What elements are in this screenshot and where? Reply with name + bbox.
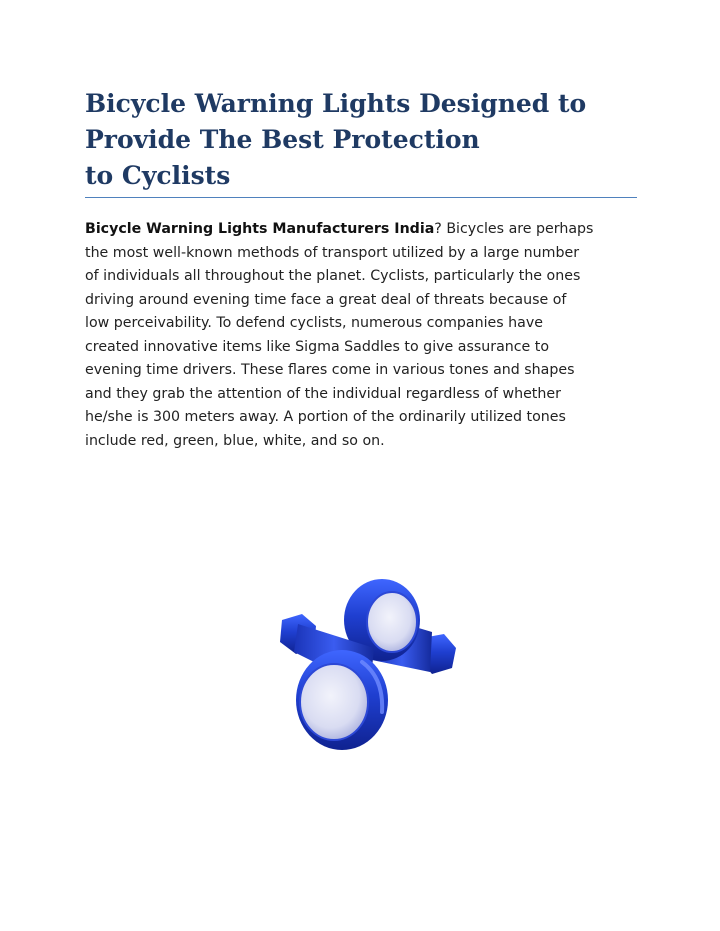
article-paragraph [85, 218, 645, 453]
paragraph-line-7: evening time drivers. These flares come in various tones and shapes [85, 362, 575, 378]
lead-keyword: Bicycle Warning Lights Manufacturers India [85, 221, 435, 237]
title-line-3: to Cyclists [85, 161, 231, 190]
paragraph-line-8: and they grab the attention of the individual regardless of whether [85, 385, 561, 402]
bicycle-handlebar-end-lights-icon [232, 540, 477, 790]
article-title [85, 86, 645, 194]
title-line-1: Bicycle Warning Lights Designed to [85, 89, 587, 118]
title-line-2: Provide The Best Protection [85, 125, 480, 154]
product-photo [232, 540, 477, 790]
paragraph-line-1-rest: ? Bicycles are perhaps [434, 221, 594, 237]
paragraph-line-1 [85, 218, 645, 242]
title-divider [85, 197, 637, 198]
paragraph-line-5: low perceivability. To defend cyclists, numerous companies have [85, 315, 543, 331]
paragraph-line-9: he/she is 300 meters away. A portion of the ordinarily utilized tones [85, 409, 566, 425]
paragraph-line-10: include red, green, blue, white, and so on. [85, 432, 385, 449]
paragraph-line-6: created innovative items like Sigma Saddles to give assurance to [85, 338, 550, 355]
paragraph-line-2: the most well-known methods of transport utilized by a large number [85, 244, 580, 261]
paragraph-line-3: of individuals all throughout the planet. Cyclists, particularly the ones [85, 268, 581, 284]
paragraph-line-4: driving around evening time face a great deal of threats because of [85, 291, 567, 308]
